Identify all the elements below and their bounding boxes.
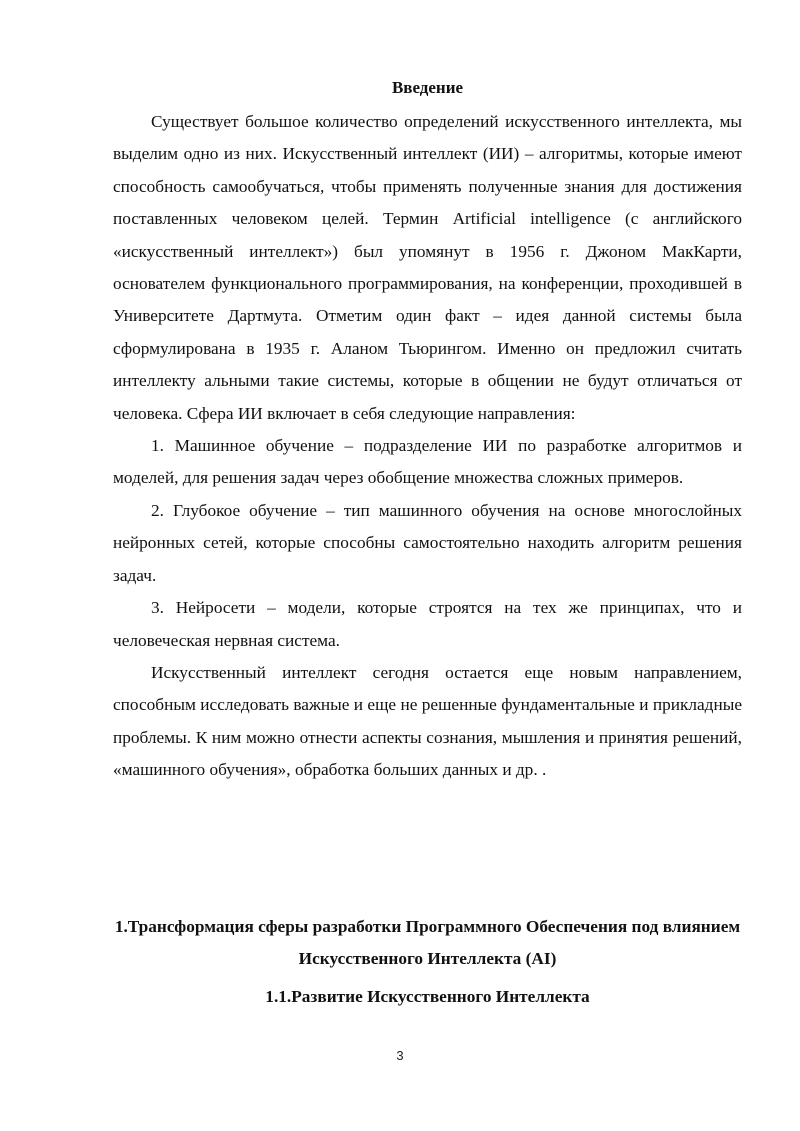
subsection-title: 1.1.Развитие Искусственного Интеллекта [265,987,590,1007]
list-item-deep-learning: 2. Глубокое обучение – тип машинного обучения на основе многослойных нейронных сетей, которые способны самостоятельно находить алгоритм решения задач. [113,500,742,585]
intro-title: Введение [391,78,464,97]
closing-paragraph: Искусственный интеллект сегодня остается еще новым направлением, способным исследовать важные и еще не решенные фундаментальные и прикладные проблемы. К ним можно отнести аспекты сознания, мышления и принятия решений, «машинного обучения», обработка больших данных и др. . [113,662,742,780]
page-content [113,76,742,1009]
list-item-machine-learning: 1. Машинное обучение – подразделение ИИ по разработке алгоритмов и моделей, для решения задач через обобщение множества сложных примеров. [113,436,742,488]
section-title: 1.Трансформация сферы разработки Программного Обеспечения под влиянием Искусственного Интеллекта (AI) [114,916,741,968]
section-spacer [113,787,742,911]
list-item-neural-networks: 3. Нейросети – модели, которые строятся на тех же принципах, что и человеческая нервная система. [113,598,742,650]
page-number: 3 [396,1048,404,1063]
intro-paragraph: Существует большое количество определений искусственного интеллекта, мы выделим одно из них. Искусственный интеллект (ИИ) – алгоритмы, которые имеют способность самообучаться, чтобы применять полученные знания для достижения поставленных человеком целей. Термин Artificial intelligence (с английского «искусственный интеллект») был упомянут в 1956 г. Джоном МакКарти, основателем функционального программирования, на конференции, проходившей в Университете Дартмута. Отметим один факт – идея данной системы была сформулирована в 1935 г. Аланом Тьюрингом. Именно он предложил считать интеллекту альными такие системы, которые в общении не будут отличаться от человека. Сфера ИИ включает в себя следующие направления: [113,112,742,423]
